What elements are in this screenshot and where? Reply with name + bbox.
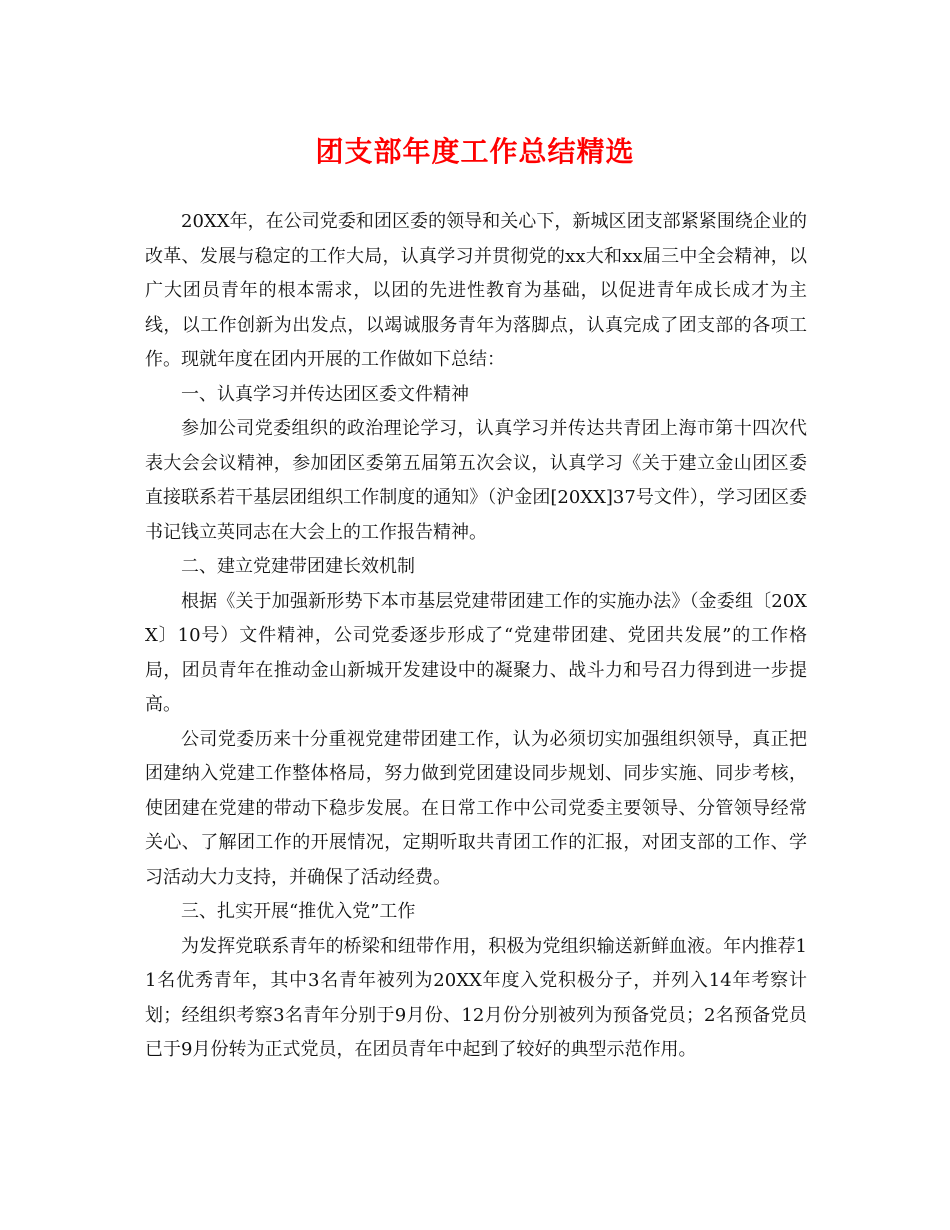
document-title: 团支部年度工作总结精选 [315, 135, 635, 168]
section-heading-3: 三、扎实开展“推优入党”工作 [181, 901, 416, 922]
section-1-paragraph: 参加公司党委组织的政治理论学习，认真学习并传达共青团上海市第十四次代表大会会议精神，参加团区委第五届第五次会议，认真学习《关于建立金山团区委直接联系若干基层团组织工作制度的通知》（沪金团[20XX]37号文件），学习团区委书记钱立英同志在大会上的工作报告精神。 [145, 418, 807, 543]
section-3-paragraph: 为发挥党联系青年的桥梁和纽带作用，积极为党组织输送新鲜血液。年内推荐11名优秀青年，其中3名青年被列为20XX年度入党积极分子，并列入14年考察计划；经组织考察3名青年分别于9月份、12月份分别被列为预备党员；2名预备党员已于9月份转为正式党员，在团员青年中起到了较好的典型示范作用。 [145, 935, 807, 1060]
document-body [145, 205, 807, 1068]
section-2-paragraph-1: 根据《关于加强新形势下本市基层党建带团建工作的实施办法》（金委组〔20XX〕10号）文件精神，公司党委逐步形成了“党建带团建、党团共发展”的工作格局，团员青年在推动金山新城开发建设中的凝聚力、战斗力和号召力得到进一步提高。 [145, 590, 807, 715]
section-2-paragraph-2: 公司党委历来十分重视党建带团建工作，认为必须切实加强组织领导，真正把团建纳入党建工作整体格局，努力做到党团建设同步规划、同步实施、同步考核，使团建在党建的带动下稳步发展。在日常工作中公司党委主要领导、分管领导经常关心、了解团工作的开展情况，定期听取共青团工作的汇报，对团支部的工作、学习活动大力支持，并确保了活动经费。 [145, 728, 807, 888]
section-heading-2: 二、建立党建带团建长效机制 [181, 556, 415, 577]
intro-paragraph: 20XX年，在公司党委和团区委的领导和关心下，新城区团支部紧紧围绕企业的改革、发展与稳定的工作大局，认真学习并贯彻党的xx大和xx届三中全会精神，以广大团员青年的根本需求，以团的先进性教育为基础，以促进青年成长成才为主线，以工作创新为出发点，以竭诚服务青年为落脚点，认真完成了团支部的各项工作。现就年度在团内开展的工作做如下总结： [145, 211, 807, 370]
section-heading-1: 一、认真学习并传达团区委文件精神 [181, 383, 469, 405]
